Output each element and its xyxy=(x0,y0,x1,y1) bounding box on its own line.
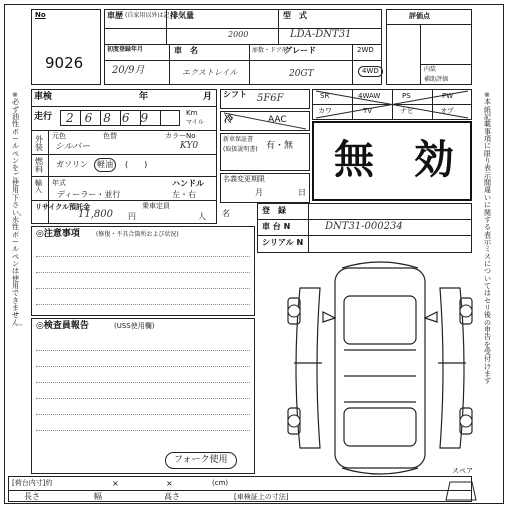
color-no-label: カラーNo xyxy=(165,132,196,140)
grade-label: グレード xyxy=(284,46,316,55)
spare-label: スペア xyxy=(452,467,473,475)
first-reg-value: 20/9月 xyxy=(112,65,145,76)
notes-title: ◎注意事項 xyxy=(36,229,80,239)
month-label: 月 xyxy=(203,92,213,102)
fuel-diesel: 軽油 xyxy=(94,158,116,172)
equip-leather: カワ xyxy=(318,107,332,115)
cm-label: (cm) xyxy=(212,479,229,487)
bed-label: [荷台内寸]約 xyxy=(12,479,53,487)
notes-box xyxy=(31,226,255,316)
lot-number: 9026 xyxy=(45,54,84,72)
mile-label: マイル xyxy=(186,119,204,126)
aircon-strike xyxy=(220,111,310,131)
dealer-label: ディーラー・並行 xyxy=(57,190,121,199)
lot-box xyxy=(31,9,101,85)
height-label: 高さ xyxy=(164,492,180,501)
repair-label: 補助評価 xyxy=(424,76,449,83)
equip-pw: PW xyxy=(442,92,454,100)
color-change-label: 色替 xyxy=(103,132,117,140)
reg-unit: 名 xyxy=(222,209,230,218)
drive-4wd: 4WD xyxy=(358,66,383,77)
inspector-title: ◎検査員報告 xyxy=(36,321,89,331)
history-note: (自家用以外は記入) xyxy=(125,12,178,19)
import-type-label: 年式 xyxy=(52,179,66,187)
model-type-value: LDA-DNT31 xyxy=(290,29,352,40)
equip-option: オプ xyxy=(440,107,454,115)
first-reg-label: 初度登録年月 xyxy=(107,46,144,53)
name-change-day: 日 xyxy=(298,188,306,197)
capacity-unit: 人 xyxy=(198,212,206,221)
shift-label: シフト xyxy=(223,90,247,99)
serial-label: シリアル N xyxy=(262,238,304,247)
handle-label: ハンドル xyxy=(172,179,204,188)
inspector-sub: (USS使用欄) xyxy=(114,322,155,330)
car-diagram xyxy=(280,258,480,478)
roof-label: [車検証上の寸法] xyxy=(234,493,289,501)
equip-navi: ナビ xyxy=(400,107,414,115)
fuel-gasoline: ガソリン xyxy=(56,160,88,169)
year-label: 年 xyxy=(139,92,149,102)
bed-cross-2: × xyxy=(166,479,173,488)
aircon-label: 冷 xyxy=(224,115,234,125)
score-label: 評価点 xyxy=(409,12,430,20)
original-color-label: 元色 xyxy=(52,132,66,140)
car-name-label: 車 名 xyxy=(174,46,198,55)
equip-tv: TV xyxy=(363,107,373,115)
handle-value: 左・右 xyxy=(172,190,196,199)
inspection-label: 車検 xyxy=(34,92,53,102)
bed-cross-1: × xyxy=(112,479,119,488)
equip-ps: PS xyxy=(402,92,411,100)
recycle-value: 11,800 xyxy=(78,209,113,220)
warranty-sub: (取扱説明書) xyxy=(223,146,258,153)
fuel-other: ( ) xyxy=(125,160,148,169)
shift-value: 5F6F xyxy=(257,93,284,104)
pen-note: ※必ず油性ボールペンをご使用下さい。水性ボールペンは使用できません。 xyxy=(12,91,27,327)
notes-sub: (修復・不具合箇所および状況) xyxy=(96,231,179,238)
interior-label: 内装 xyxy=(424,66,437,73)
warranty-value: 有・無 xyxy=(266,141,294,151)
chassis-label: 車 台 N xyxy=(262,222,291,231)
displacement-label: 排気量 xyxy=(170,11,194,20)
color-value: シルバー xyxy=(55,142,91,152)
reg-label: 登 録 xyxy=(262,206,286,215)
yen-label: 円 xyxy=(128,212,136,221)
history-label: 車歴 xyxy=(107,11,123,20)
mileage-label: 走行 xyxy=(34,112,53,122)
import-label: 輸入 xyxy=(35,179,42,194)
capacity-label: 乗車定員 xyxy=(142,202,170,210)
ext-label: 外装 xyxy=(35,135,43,152)
score-box xyxy=(386,9,472,85)
length-label: 長さ xyxy=(24,492,40,501)
mileage-value: 26869 xyxy=(66,111,160,125)
no-label: No xyxy=(35,11,46,19)
equip-sr: SR xyxy=(320,92,330,100)
inspector-box xyxy=(31,318,255,474)
color-no-value: KY0 xyxy=(180,141,199,151)
name-change-month: 月 xyxy=(255,188,263,197)
recycle-label: リサイクル預託金 xyxy=(35,203,91,211)
aircon-value: AAC xyxy=(268,115,287,125)
km-label: Km xyxy=(186,109,198,117)
fuel-label: 燃料 xyxy=(35,157,43,174)
drive-2wd: 2WD xyxy=(357,46,374,54)
spare-tire-icon xyxy=(444,478,478,502)
forklift-label: フォーク使用 xyxy=(165,452,237,469)
claim-note: ※本紙記載事項に限り表示間違いに関する表示ミスについてはセリ後の申告を受付けます xyxy=(484,91,491,386)
vehicle-header-box xyxy=(104,9,382,85)
width-label: 幅 xyxy=(94,492,102,501)
grade-value: 20GT xyxy=(289,69,314,79)
chassis-value: DNT31-000234 xyxy=(325,221,403,232)
doors-label: 扉数・ドア形 xyxy=(252,47,288,54)
model-type-label: 型 式 xyxy=(283,11,307,20)
equipment-strike xyxy=(312,89,472,120)
warranty-label: 新車保証書 xyxy=(223,136,254,143)
car-name-value: エクストレイル xyxy=(182,68,238,77)
displacement-value: 2000 xyxy=(228,30,249,39)
name-change-label: 名義変更期限 xyxy=(223,175,265,183)
equip-4waw: 4WAW xyxy=(358,92,381,100)
void-stamp: 無 効 xyxy=(334,136,454,183)
